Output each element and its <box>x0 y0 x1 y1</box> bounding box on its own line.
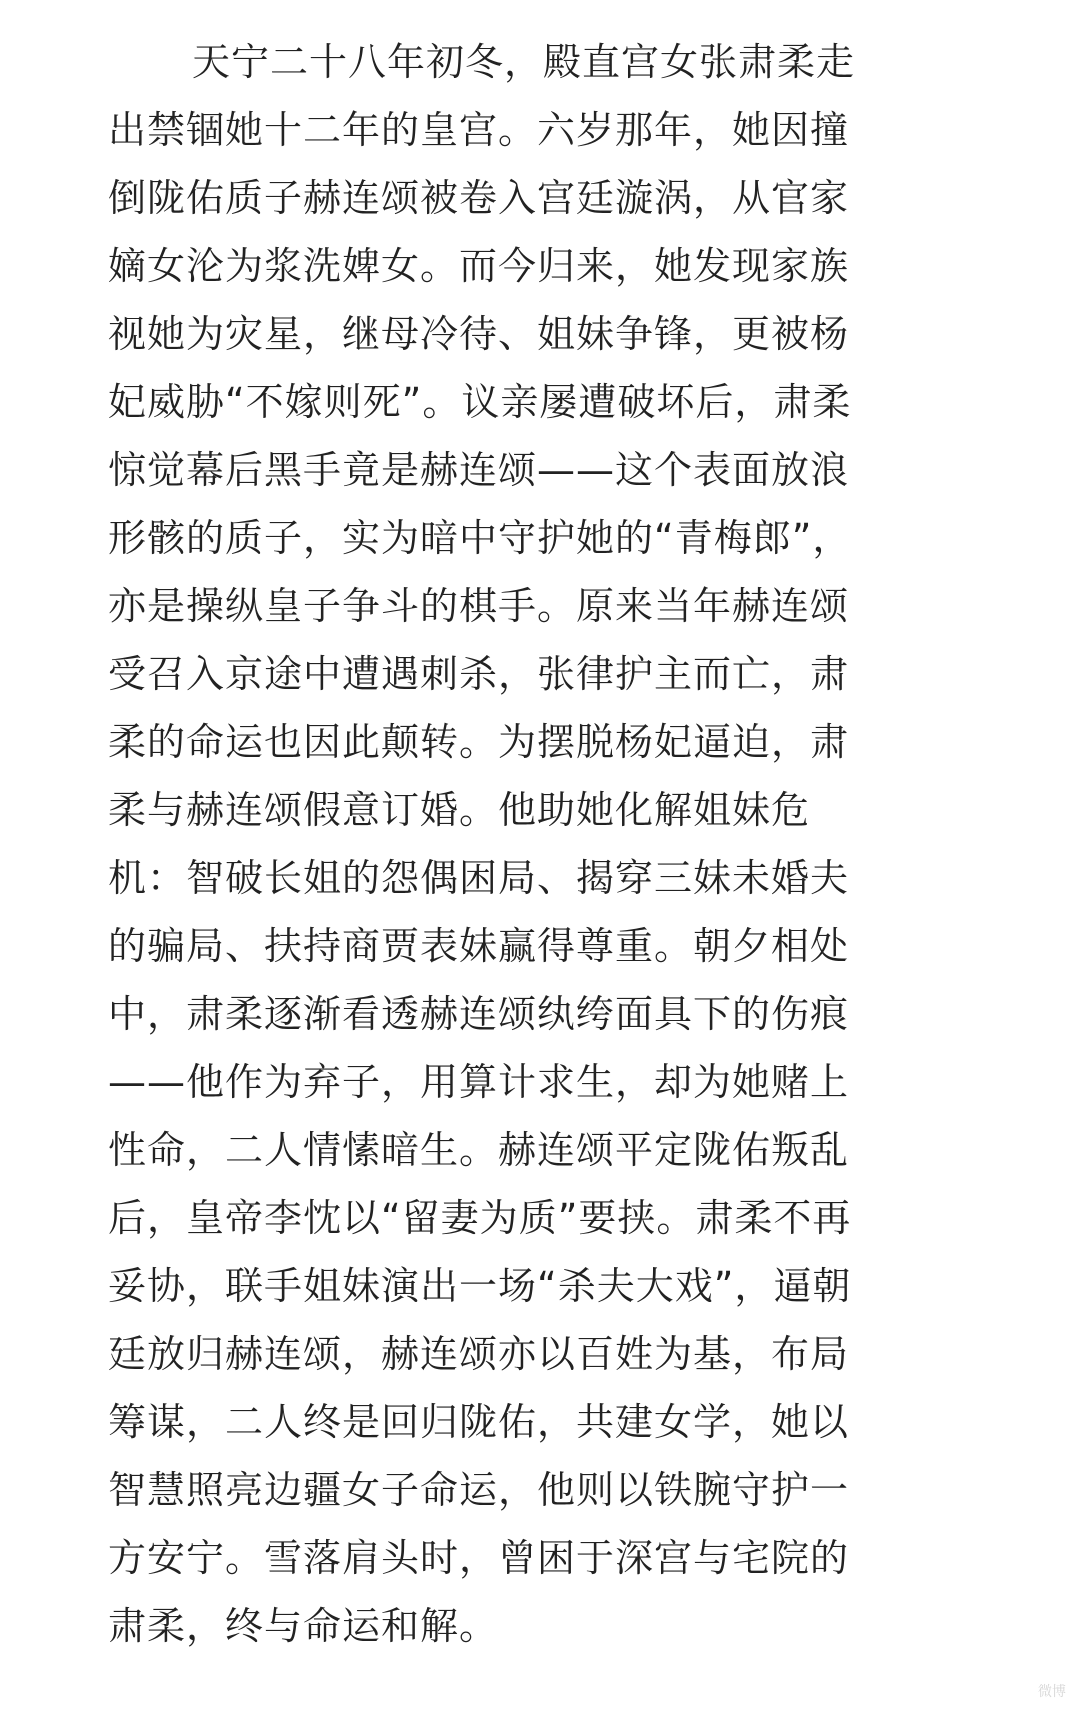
paragraph-line: 中，肃柔逐渐看透赫连颂纨绔面具下的伤痕 <box>108 992 850 1036</box>
paragraph-line: 的骗局、扶持商贾表妹赢得尊重。朝夕相处 <box>108 924 850 968</box>
paragraph-line: 亦是操纵皇子争斗的棋手。原来当年赫连颂 <box>108 584 850 628</box>
paragraph-line: 倒陇佑质子赫连颂被卷入宫廷漩涡，从官家 <box>108 176 850 220</box>
paragraph-line: 受召入京途中遭遇刺杀，张律护主而亡，肃 <box>108 652 850 696</box>
paragraph-line: 惊觉幕后黑手竟是赫连颂——这个表面放浪 <box>108 448 850 492</box>
paragraph-line: 视她为灾星，继母冷待、姐妹争锋，更被杨 <box>108 312 850 356</box>
paragraph-line: 柔与赫连颂假意订婚。他助她化解姐妹危 <box>108 788 811 832</box>
article-body <box>108 28 972 1660</box>
paragraph-line: 形骸的质子，实为暗中守护她的“青梅郎”， <box>108 516 852 560</box>
paragraph-line: 出禁锢她十二年的皇宫。六岁那年，她因撞 <box>108 108 850 152</box>
paragraph-line: 筹谋，二人终是回归陇佑，共建女学，她以 <box>108 1400 850 1444</box>
paragraph-line: 妃威胁“不嫁则死”。议亲屡遭破坏后，肃柔 <box>108 380 852 424</box>
paragraph-line: 天宁二十八年初冬，殿直宫女张肃柔走 <box>192 40 856 84</box>
paragraph-line: 性命，二人情愫暗生。赫连颂平定陇佑叛乱 <box>108 1128 850 1172</box>
paragraph-line: 方安宁。雪落肩头时，曾困于深宫与宅院的 <box>108 1536 850 1580</box>
paragraph-line: 后，皇帝李忱以“留妻为质”要挟。肃柔不再 <box>108 1196 852 1240</box>
paragraph-line: 机：智破长姐的怨偶困局、揭穿三妹未婚夫 <box>108 856 850 900</box>
paragraph-line: 肃柔，终与命运和解。 <box>108 1604 499 1648</box>
paragraph-line: 嫡女沦为浆洗婢女。而今归来，她发现家族 <box>108 244 850 288</box>
paragraph-line: ——他作为弃子，用算计求生，却为她赌上 <box>108 1060 850 1104</box>
paragraph-line: 智慧照亮边疆女子命运，他则以铁腕守护一 <box>108 1468 850 1512</box>
watermark: 微博 <box>1038 1683 1066 1699</box>
paragraph-line: 妥协，联手姐妹演出一场“杀夫大戏”，逼朝 <box>108 1264 852 1308</box>
paragraph-line: 柔的命运也因此颠转。为摆脱杨妃逼迫，肃 <box>108 720 850 764</box>
paragraph-line: 廷放归赫连颂，赫连颂亦以百姓为基，布局 <box>108 1332 850 1376</box>
